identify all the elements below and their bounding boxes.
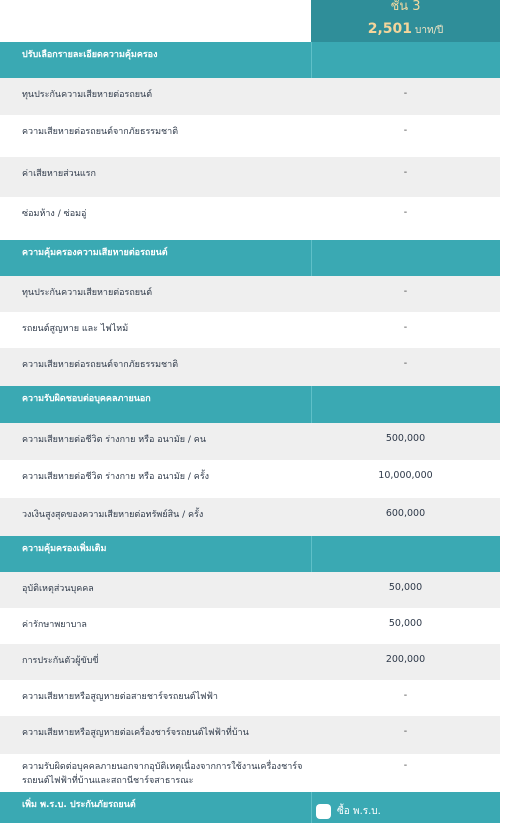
section-header-cell bbox=[311, 536, 500, 572]
buy-compulsory-checkbox[interactable] bbox=[316, 804, 381, 819]
plan-price: 2,501 bbox=[367, 21, 412, 37]
row-value: 200,000 bbox=[311, 644, 500, 680]
row-label: การประกันตัวผู้ขับขี่ bbox=[0, 644, 311, 680]
row-label: รถยนต์สูญหาย และ ไฟไหม้ bbox=[22, 324, 129, 334]
row-value: - bbox=[311, 157, 500, 197]
row-label: ความเสียหายหรือสูญหายต่อเครื่องชาร์จรถยนต์ไฟฟ้าที่บ้าน bbox=[0, 716, 311, 754]
plan-header-spacer bbox=[0, 0, 311, 42]
table-row bbox=[0, 423, 500, 460]
section-title: ความรับผิดชอบต่อบุคคลภายนอก bbox=[0, 386, 311, 423]
section-header-cell bbox=[311, 386, 500, 423]
table-row bbox=[0, 312, 500, 348]
table-row bbox=[0, 572, 500, 608]
plan-name: ชั้น 3 bbox=[390, 0, 421, 14]
table-row bbox=[0, 115, 500, 157]
section-header bbox=[0, 240, 500, 276]
row-value: 50,000 bbox=[311, 572, 500, 608]
checkbox-box[interactable] bbox=[316, 804, 331, 819]
table-row bbox=[0, 498, 500, 536]
row-label: ความเสียหายหรือสูญหายต่อสายชาร์จรถยนต์ไฟฟ้า bbox=[22, 692, 218, 702]
table-row bbox=[0, 348, 500, 386]
section-header bbox=[0, 42, 500, 78]
section-header-cell bbox=[311, 240, 500, 276]
row-label: ความเสียหายต่อชีวิต ร่างกาย หรือ อนามัย / ครั้ง bbox=[22, 472, 210, 482]
row-label: วงเงินสูงสุดของความเสียหายต่อทรัพย์สิน / ครั้ง bbox=[0, 498, 311, 536]
compulsory-insurance-row bbox=[0, 792, 500, 823]
table-row bbox=[0, 276, 500, 312]
section-title: ความคุ้มครองความเสียหายต่อรถยนต์ bbox=[0, 240, 311, 276]
row-value: - bbox=[311, 716, 500, 754]
row-value: 50,000 bbox=[388, 618, 423, 629]
row-value: - bbox=[403, 760, 408, 771]
row-label: ความรับผิดต่อบุคคลภายนอกจากอุบัติเหตุเนื่องจากการใช้งานเครื่องชาร์จรถยนต์ไฟฟ้าที่บ้านและสถานีชาร์จสาธารณะ bbox=[22, 762, 303, 786]
row-label: ความเสียหายต่อชีวิต ร่างกาย หรือ อนามัย / คน bbox=[0, 423, 311, 460]
row-value: - bbox=[403, 690, 408, 701]
table-row bbox=[0, 197, 500, 240]
row-value: 600,000 bbox=[311, 498, 500, 536]
section-title: ปรับเลือกรายละเอียดความคุ้มครอง bbox=[0, 42, 311, 78]
row-label: ความเสียหายต่อรถยนต์จากภัยธรรมชาติ bbox=[22, 127, 179, 137]
row-label: ทุนประกันความเสียหายต่อรถยนต์ bbox=[0, 78, 311, 115]
section-title: ความคุ้มครองเพิ่มเติม bbox=[0, 536, 311, 572]
row-value: - bbox=[311, 348, 500, 386]
row-value: 500,000 bbox=[311, 423, 500, 460]
table-row bbox=[0, 644, 500, 680]
row-value: - bbox=[403, 322, 408, 333]
row-label: ความเสียหายต่อรถยนต์จากภัยธรรมชาติ bbox=[0, 348, 311, 386]
table-row bbox=[0, 78, 500, 115]
plan-column-header bbox=[311, 0, 500, 42]
checkbox-label: ซื้อ พ.ร.บ. bbox=[337, 806, 381, 817]
row-value: - bbox=[403, 125, 408, 136]
row-value: - bbox=[311, 276, 500, 312]
table-row bbox=[0, 680, 500, 716]
row-value: - bbox=[311, 78, 500, 115]
section-header-cell bbox=[311, 42, 500, 78]
table-row bbox=[0, 460, 500, 498]
section-header bbox=[0, 536, 500, 572]
table-row bbox=[0, 157, 500, 197]
row-label: ค่ารักษาพยาบาล bbox=[22, 620, 87, 630]
compulsory-insurance-label: เพิ่ม พ.ร.บ. ประกันภัยรถยนต์ bbox=[0, 792, 311, 823]
row-label: ทุนประกันความเสียหายต่อรถยนต์ bbox=[0, 276, 311, 312]
table-row bbox=[0, 608, 500, 644]
row-value: - bbox=[403, 207, 408, 218]
row-label: ซ่อมห้าง / ซ่อมอู่ bbox=[22, 209, 87, 219]
table-row bbox=[0, 716, 500, 754]
row-value: 10,000,000 bbox=[378, 470, 433, 481]
table-row bbox=[0, 754, 500, 792]
row-label: อุบัติเหตุส่วนบุคคล bbox=[0, 572, 311, 608]
plan-price-unit: บาท/ปี bbox=[415, 25, 444, 36]
plan-price-line bbox=[311, 18, 500, 38]
section-header bbox=[0, 386, 500, 423]
plan-header bbox=[0, 0, 516, 42]
row-label: ค่าเสียหายส่วนแรก bbox=[0, 157, 311, 197]
